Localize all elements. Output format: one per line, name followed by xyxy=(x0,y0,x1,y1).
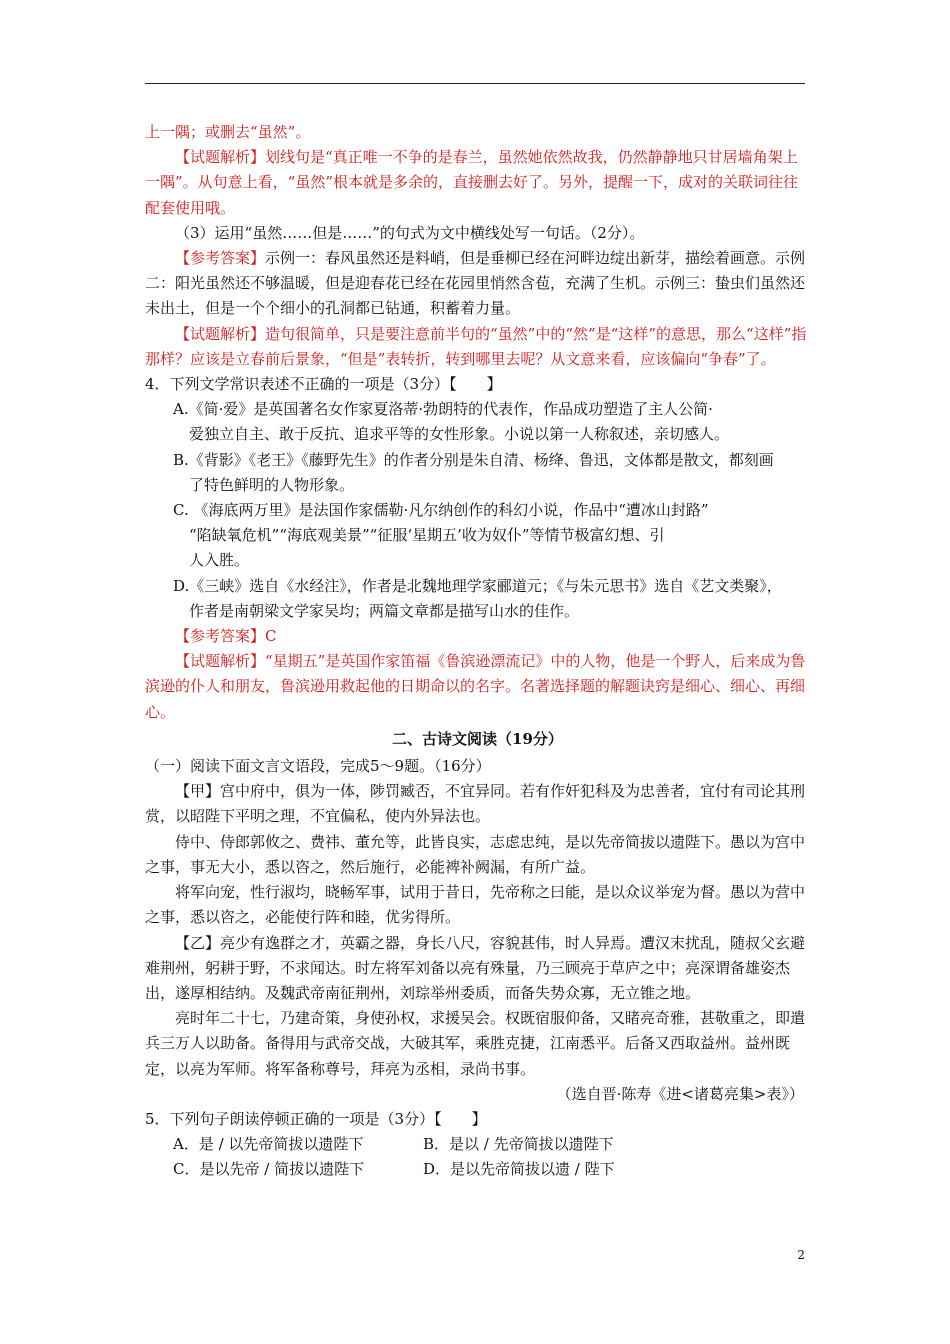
option-4c-line2: “陷缺氧危机”“海底观美景”“征服‘星期五’收为奴仆”等情节极富幻想、引 xyxy=(189,526,665,545)
analysis-tag: 【试题解析】 xyxy=(175,652,266,671)
header-rule xyxy=(145,83,805,84)
analysis-text: 造句很简单，只是要注意前半句的“虽然”中的“然”是“这样”的意思，那么“这样”指那样？应该是立春前后景象，“但是”表转折，转到哪里去呢？从文意来看，应该偏向“争春”了。 xyxy=(145,324,807,368)
passage-yi-p2: 亮时年二十七，乃建奇策，身使孙权，求援吴会。权既宿服仰备，又睹亮奇雅，甚敬重之，即遣兵三万人以助备。备得用与武帝交战，大破其军，乘胜克捷，江南悉平。后备又西取益州。益州既定，以亮为军师。将军备称尊号，拜亮为丞相，录尚书事。 xyxy=(145,1009,806,1078)
option-4c-line1: C. 《海底两万里》是法国作家儒勒·凡尔纳创作的科幻小说，作品中“遭冰山封路” xyxy=(173,501,709,520)
passage-jia-p1: 【甲】宫中府中，俱为一体，陟罚臧否，不宜异同。若有作奸犯科及为忠善者，宜付有司论其刑赏，以昭陛下平明之理，不宜偏私，使内外异法也。 xyxy=(145,782,806,826)
option-5c: C．是以先帝 / 简拔以遗陛下 xyxy=(173,1160,365,1179)
passage-yi-p1: 【乙】亮少有逸群之才，英霸之器，身长八尺，容貌甚伟，时人异焉。遭汉末扰乱，随叔父玄避难荆州，躬耕于野，不求闻达。时左将军刘备以亮有殊量，乃三顾亮于草庐之中；亮深谓备雄姿杰出，遂厚相结纳。及魏武帝南征荆州，刘琮举州委质，而备失势众寡，无立锥之地。 xyxy=(145,933,806,1002)
page-number: 2 xyxy=(797,1248,805,1262)
option-4a-line1: A.《简·爱》是英国著名女作家夏洛蒂·勃朗特的代表作，作品成功塑造了主人公简· xyxy=(173,400,713,419)
answer-continuation: 上一隅；或删去“虽然”。 xyxy=(145,123,311,141)
option-4b-line2: 了特色鲜明的人物形象。 xyxy=(189,475,355,494)
analysis-tag: 【试题解析】 xyxy=(175,324,266,343)
answer-q3 xyxy=(145,246,810,322)
answer-q4: 【参考答案】C xyxy=(175,627,277,646)
option-5a: A．是 / 以先帝简拔以遗陛下 xyxy=(173,1135,364,1154)
options-row-2 xyxy=(145,1157,810,1182)
question-5: 5．下列句子朗读停顿正确的一项是（3分）【 】 xyxy=(145,1109,487,1128)
options-row-1 xyxy=(145,1132,810,1157)
analysis-q4 xyxy=(145,649,810,725)
subsection-intro: （一）阅读下面文言文语段，完成5～9题。（16分） xyxy=(145,757,491,776)
option-4d-line2: 作者是南朝梁文学家吴均；两篇文章都是描写山水的佳作。 xyxy=(189,601,580,620)
option-5b: B．是以 / 先帝简拔以遗陛下 xyxy=(423,1135,614,1154)
page-content xyxy=(145,120,810,1183)
analysis-q3 xyxy=(145,322,810,372)
question-3: （3）运用“虽然……但是……”的句式为文中横线处写一句话。（2分）。 xyxy=(175,223,645,242)
passage-jia-p2: 侍中、侍郎郭攸之、费祎、董允等，此皆良实，志虑忠纯，是以先帝简拔以遗陛下。愚以为宫中之事，事无大小，悉以咨之，然后施行，必能裨补阙漏，有所广益。 xyxy=(145,832,806,876)
passage-jia-p3: 将军向宠，性行淑均，晓畅军事，试用于昔日，先帝称之曰能，是以众议举宠为督。愚以为营中之事，悉以咨之，必能使行阵和睦，优劣得所。 xyxy=(145,883,806,927)
answer-text: 示例一：春风虽然还是料峭，但是垂柳已经在河畔边绽出新芽，描绘着画意。示例二：阳光虽然还不够温暖，但是迎春花已经在花园里悄然含苞，充满了生机。示例三：蛰虫们虽然还未出土，但是一个个细小的孔洞都已钻通，积蓄着力量。 xyxy=(145,249,806,318)
option-5d: D．是以先帝简拔以遗 / 陛下 xyxy=(423,1160,615,1179)
question-4: 4．下列文学常识表述不正确的一项是（3分）【 】 xyxy=(145,375,502,394)
analysis-q2 xyxy=(145,145,810,221)
option-4d-line1: D.《三峡》选自《水经注》，作者是北魏地理学家郦道元；《与朱元思书》选自《艺文类聚》， xyxy=(173,576,782,595)
option-4b-line1: B.《背影》《老王》《藤野先生》的作者分别是朱自清、杨绛、鲁迅，文体都是散文，都刻画 xyxy=(173,450,774,469)
option-4a-line2: 爱独立自主、敢于反抗、追求平等的女性形象。小说以第一人称叙述，亲切感人。 xyxy=(189,425,730,444)
section-heading: 二、古诗文阅读（19分） xyxy=(392,729,563,748)
analysis-text: 划线句是“真正唯一不争的是春兰，虽然她依然故我，仍然静静地只甘居墙角架上一隅”。从句意上看，“虽然”根本就是多余的，直接删去好了。另外，提醒一下，成对的关联词往往配套使用哦。 xyxy=(145,148,799,217)
option-4c-line3: 人入胜。 xyxy=(189,551,250,570)
passage-source: （选自晋·陈寿《进<诸葛亮集>表》） xyxy=(556,1084,804,1103)
answer-tag: 【参考答案】 xyxy=(175,249,266,268)
analysis-text: “星期五”是英国作家笛福《鲁滨逊漂流记》中的人物，他是一个野人，后来成为鲁滨逊的仆人和朋友，鲁滨逊用救起他的日期命以的名字。名著选择题的解题诀窍是细心、细心、再细心。 xyxy=(145,652,806,721)
analysis-tag: 【试题解析】 xyxy=(175,148,266,167)
